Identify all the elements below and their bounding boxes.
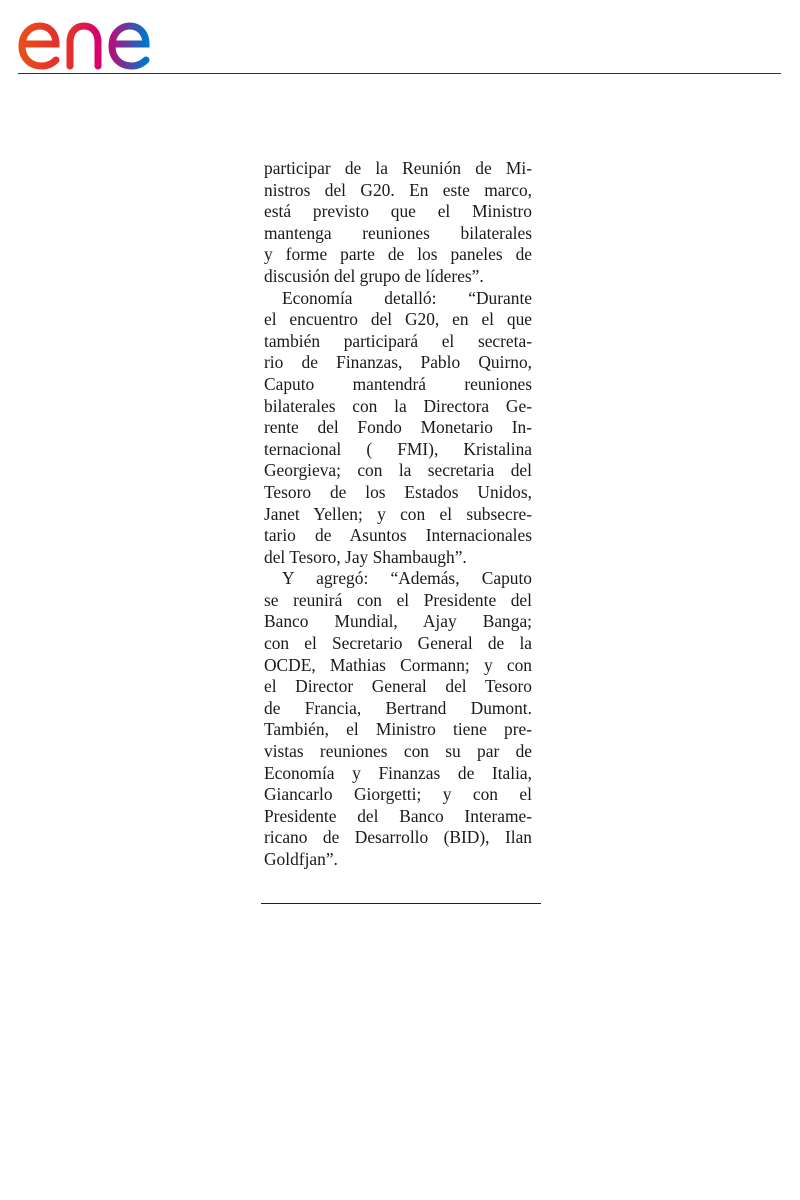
article-line: discusión del grupo de líderes”. [264, 265, 484, 286]
article-line: Presidente del Banco Interame- [264, 805, 532, 826]
article-paragraph [264, 568, 532, 870]
article-line: de Francia, Bertrand Dumont. [264, 697, 532, 718]
article-line: está previsto que el Ministro [264, 201, 532, 222]
article-end-divider [261, 903, 541, 904]
article-line: el Director General del Tesoro [264, 676, 532, 697]
header-divider [18, 73, 781, 74]
article-line: vistas reuniones con su par de [264, 741, 532, 762]
article-line: tario de Asuntos Internacionales [264, 525, 532, 546]
article-line: participar de la Reunión de Mi- [264, 158, 532, 178]
article-line: rente del Fondo Monetario In- [264, 417, 532, 438]
article-paragraph [264, 158, 532, 288]
article-line: y forme parte de los paneles de [264, 244, 532, 265]
article-line: bilaterales con la Directora Ge- [264, 395, 532, 416]
article-line: el encuentro del G20, en el que [264, 309, 532, 330]
article-line: Giancarlo Giorgetti; y con el [264, 784, 532, 805]
article-line: Economía y Finanzas de Italia, [264, 762, 532, 783]
article-line: nistros del G20. En este marco, [264, 179, 532, 200]
article-line: Y agregó: “Además, Caputo [282, 568, 532, 589]
article-line: OCDE, Mathias Cormann; y con [264, 654, 532, 675]
enel-logo [16, 2, 196, 72]
article-line: rio de Finanzas, Pablo Quirno, [264, 352, 532, 373]
article-line: También, el Ministro tiene pre- [264, 719, 532, 740]
article-line: Tesoro de los Estados Unidos, [264, 481, 532, 502]
article-line: Janet Yellen; y con el subsecre- [264, 503, 532, 524]
article-line: ternacional ( FMI), Kristalina [264, 438, 532, 459]
article-line: Banco Mundial, Ajay Banga; [264, 611, 532, 632]
article-line: mantenga reuniones bilaterales [264, 222, 532, 243]
article-line: Georgieva; con la secretaria del [264, 460, 532, 481]
article-line: con el Secretario General de la [264, 633, 532, 654]
article-line: Economía detalló: “Durante [282, 287, 532, 308]
article-line: también participará el secreta- [264, 330, 532, 351]
article-line: Caputo mantendrá reuniones [264, 373, 532, 394]
article-line: Goldfjan”. [264, 849, 338, 869]
article-line: del Tesoro, Jay Shambaugh”. [264, 546, 467, 567]
article-line: ricano de Desarrollo (BID), Ilan [264, 827, 532, 848]
article-column [264, 158, 532, 871]
article-paragraph [264, 288, 532, 569]
article-line: se reunirá con el Presidente del [264, 589, 532, 610]
